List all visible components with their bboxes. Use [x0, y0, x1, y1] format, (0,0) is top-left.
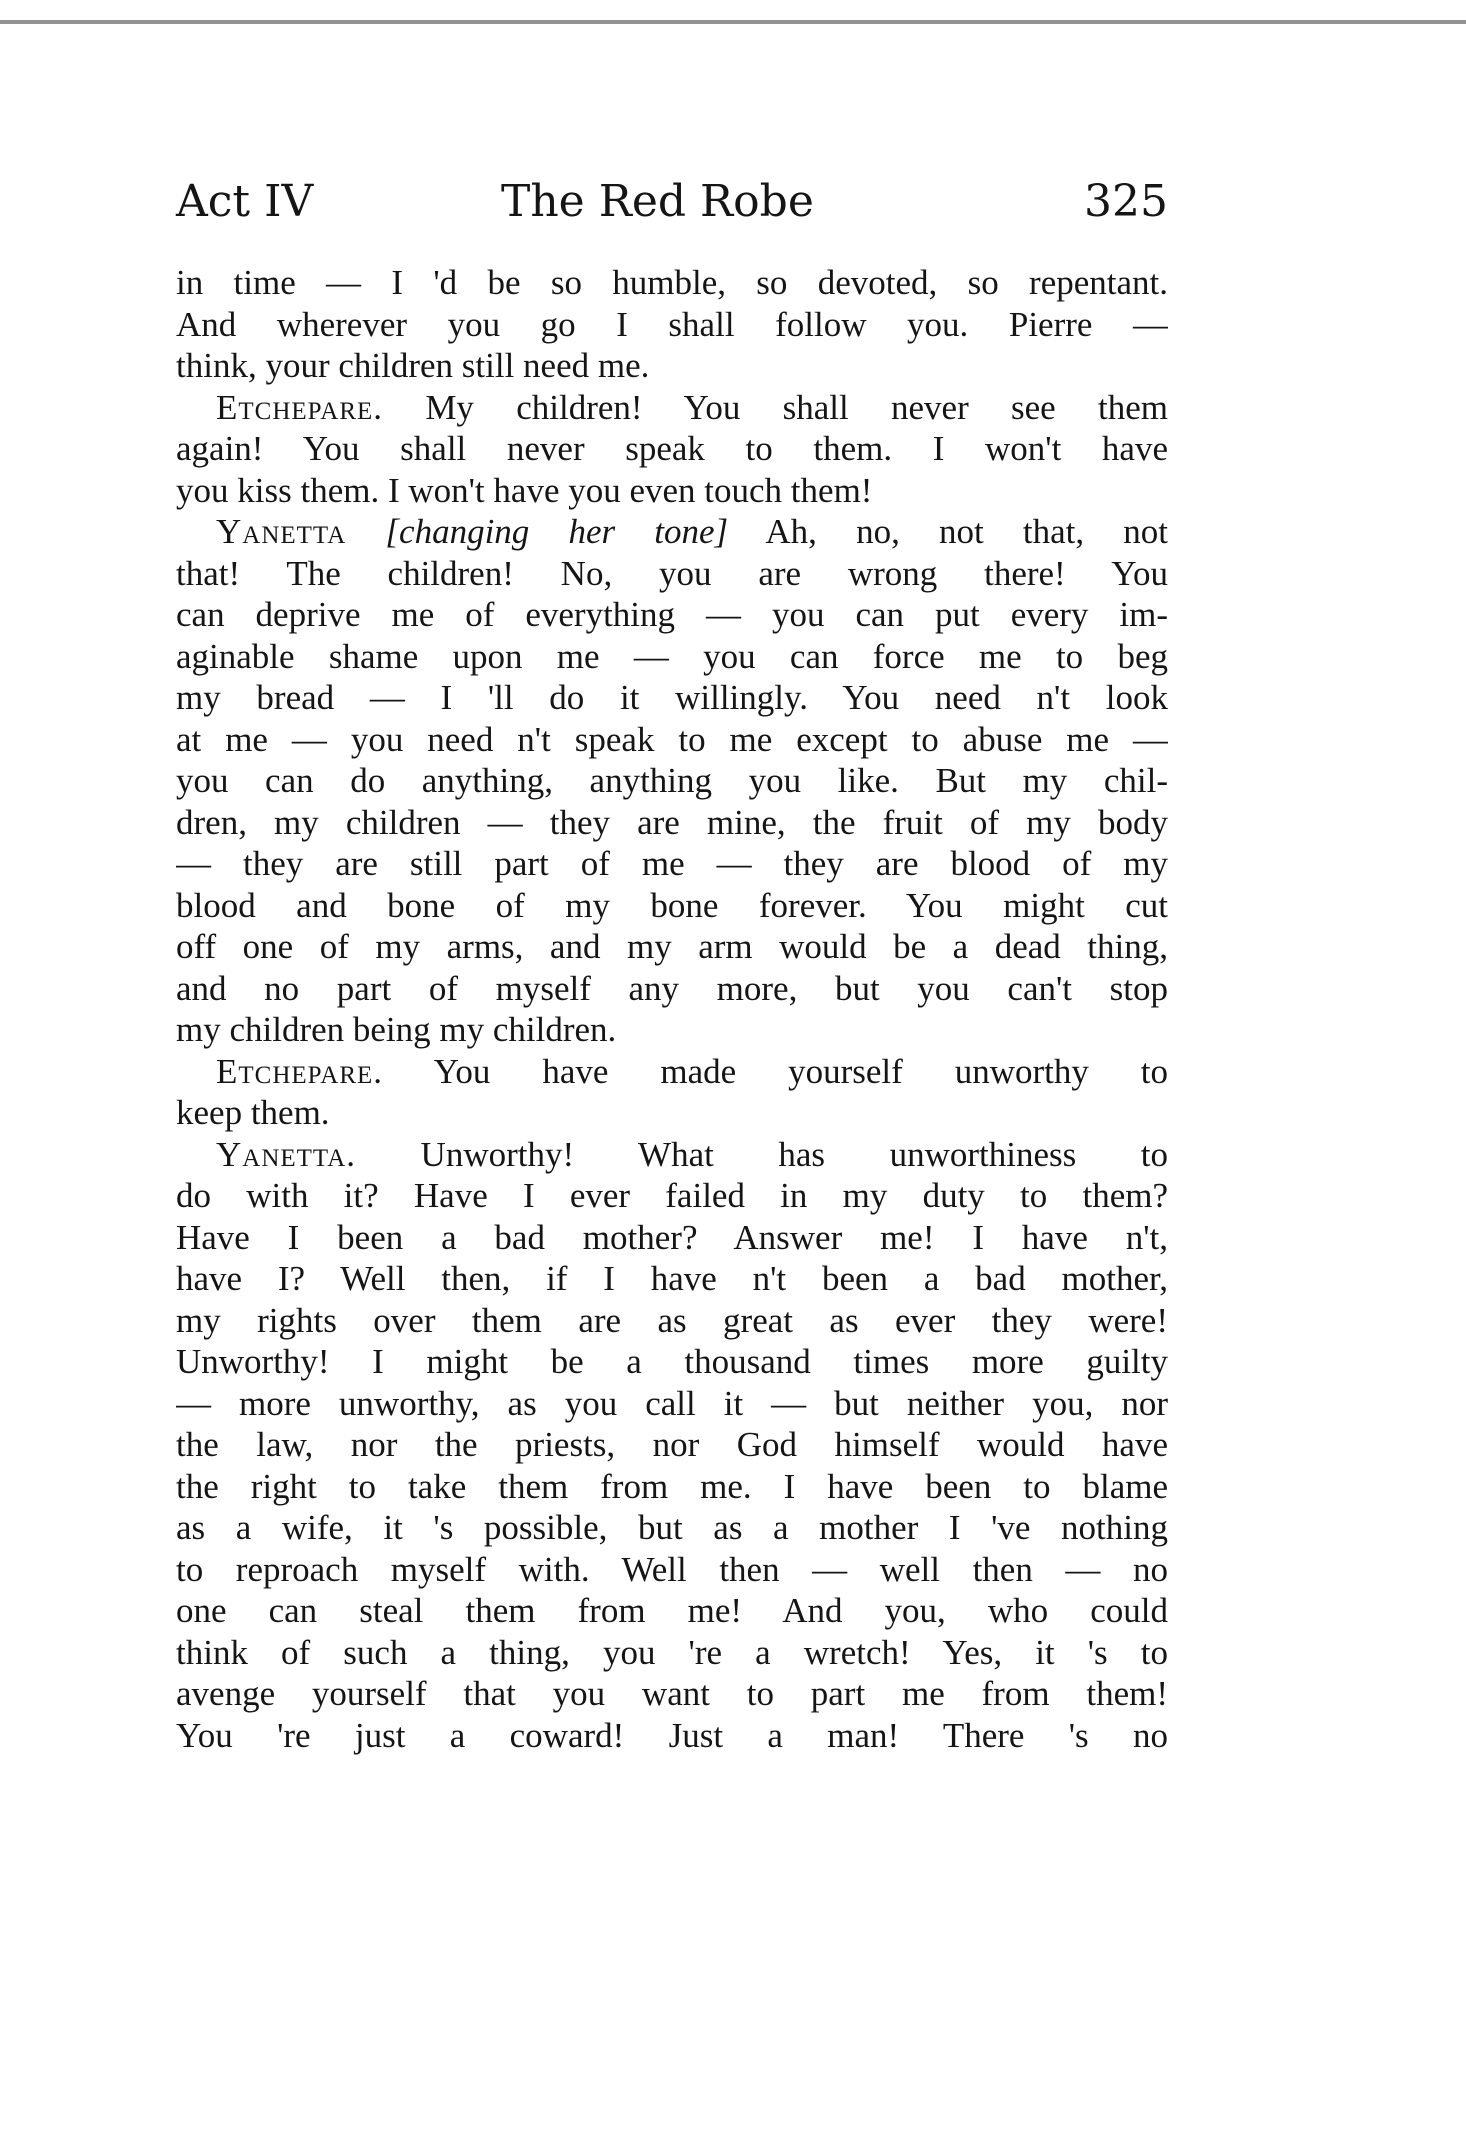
text-line: at me — you need n't speak to me except to abuse me — [176, 719, 1168, 759]
text-line: You 're just a coward! Just a man! There 's no [176, 1715, 1168, 1755]
text-line: one can steal them from me! And you, who could [176, 1591, 1168, 1630]
text-line: dren, my children — they are mine, the fruit of my body [176, 802, 1168, 842]
text-line: as a wife, it 's possible, but as a mother I 've nothing [176, 1508, 1168, 1547]
text-line: the right to take them from me. I have been to blame [176, 1466, 1168, 1506]
speech-text: You have made yourself unworthy to [433, 1051, 1168, 1091]
text-line: you can do anything, anything you like. But my chil- [176, 761, 1168, 800]
text-line: think, your children still need me. [176, 346, 650, 385]
text-line: my rights over them are as great as ever they were! [176, 1300, 1168, 1340]
text-line: aginable shame upon me — you can force me to beg [176, 636, 1168, 676]
speech-text: Unworthy! What has unworthiness to [420, 1134, 1168, 1174]
text-line: do with it? Have I ever failed in my duty to them? [176, 1176, 1168, 1215]
text-line: keep them. [176, 1093, 330, 1132]
text-line: can deprive me of everything — you can put every im- [176, 595, 1168, 634]
text-line: my children being my children. [176, 1010, 617, 1049]
speech-line [176, 1134, 1168, 1176]
book-title: The Red Robe [501, 176, 814, 227]
speech-line [176, 1051, 1168, 1093]
text-line: you kiss them. I won't have you even touch them! [176, 470, 873, 510]
speaker-name: Etchepare. [216, 1051, 384, 1091]
text-line: — they are still part of me — they are blood of my [176, 844, 1168, 883]
speech-line [176, 511, 1168, 553]
text-line: avenge yourself that you want to part me from them! [176, 1674, 1168, 1713]
text-line: off one of my arms, and my arm would be a dead thing, [176, 927, 1168, 966]
page-number: 325 [1084, 176, 1168, 227]
text-line: that! The children! No, you are wrong there! You [176, 553, 1168, 593]
stage-direction: [changing her tone] [385, 512, 729, 551]
speech-text: My children! You shall never see them [425, 387, 1168, 427]
text-line: the law, nor the priests, nor God himself would have [176, 1425, 1168, 1464]
act-label: Act IV [176, 176, 314, 227]
speech-line [176, 387, 1168, 429]
text-line: think of such a thing, you 're a wretch! Yes, it 's to [176, 1632, 1168, 1672]
speaker-name: Yanetta [216, 512, 347, 551]
text-line: to reproach myself with. Well then — well then — no [176, 1549, 1168, 1589]
text-line: — more unworthy, as you call it — but neither you, nor [176, 1383, 1168, 1423]
text-line: Have I been a bad mother? Answer me! I have n't, [176, 1217, 1168, 1257]
text-line: Unworthy! I might be a thousand times more guilty [176, 1342, 1168, 1381]
running-head [176, 172, 1168, 232]
speech-text: Ah, no, not that, not [765, 512, 1168, 551]
speaker-name: Etchepare. [216, 387, 384, 427]
text-line: and no part of myself any more, but you can't stop [176, 968, 1168, 1008]
play-text [176, 262, 1168, 1756]
text-line: And wherever you go I shall follow you. Pierre — [176, 304, 1168, 344]
text-line: my bread — I 'll do it willingly. You need n't look [176, 678, 1168, 717]
speaker-name: Yanetta. [216, 1134, 356, 1174]
text-line: have I? Well then, if I have n't been a bad mother, [176, 1259, 1168, 1298]
text-line: in time — I 'd be so humble, so devoted, so repentant. [176, 263, 1168, 302]
top-rule [0, 20, 1466, 24]
text-line: again! You shall never speak to them. I won't have [176, 429, 1168, 468]
text-line: blood and bone of my bone forever. You might cut [176, 885, 1168, 925]
